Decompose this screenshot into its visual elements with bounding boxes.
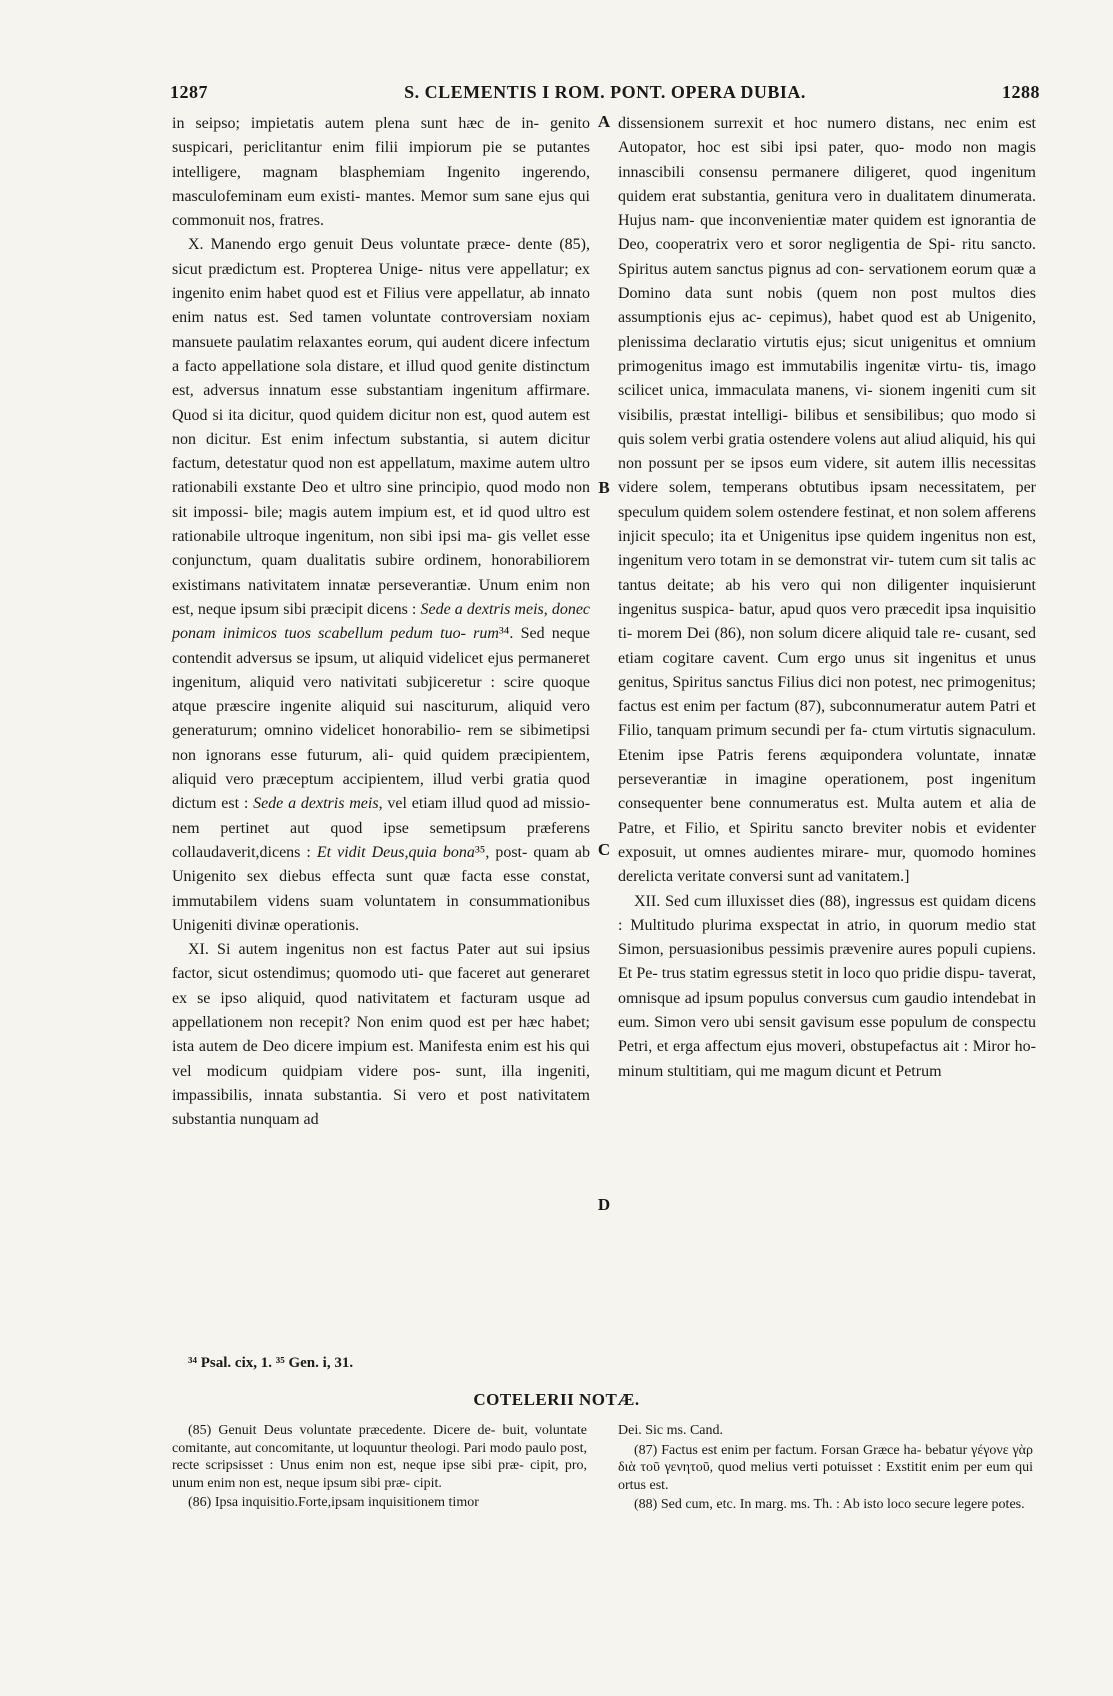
page-number-right: 1288 xyxy=(1002,82,1040,102)
scripture-quote: Et vidit Deus,quia bona xyxy=(316,843,475,861)
scripture-footnotes: ³⁴ Psal. cix, 1. ³⁵ Gen. i, 31. xyxy=(188,1355,354,1371)
paragraph xyxy=(172,233,590,938)
notes-title: COTELERII NOTÆ. xyxy=(473,1390,640,1409)
paragraph: in seipso; impietatis autem plena sunt hæc de in- genito suspicari, periclitantur enim filii impiorum pie se putantes intelligere, magnam blasphemiam Ingenito ingerendo, masculofeminam eum existi- mantes. Memor sum sane ejus qui commonuit nos, fratres. xyxy=(172,115,590,230)
text-span: ³⁴. Sed neque contendit adversus se ipsum, ut aliquid videlicet ejus permaneret ingenitum, aliquid vero nativitati subjiceretur : scire quoque atque præscire ingenite aliquid sui nasciturum, aliquid vero generaturum; omnino videlicet honorabilio- rem se sibimetipsi non ignorans esse futurum, ali- quid quidem præcipientem, aliquid vero præceptum accipientem, illud verbi gratia quod dictum est : xyxy=(172,625,591,813)
paragraph: XI. Si autem ingenitus non est factus Pater aut sui ipsius factor, sicut ostendimus; quomodo uti- que faceret aut generaret ex se ipso aliquid, quod nativitatem et facturam usque ad appellationem non recepit? Non enim quod est per hæc habet; ista autem de Deo dicere impium est. Manifesta enim est his qui vel modicum quidpiam videre pos- sunt, illa ingeniti, impassibilis, innata substantia. Si vero et post nativitatem substantia nunquam ad xyxy=(172,941,590,1129)
margin-marker-b: B xyxy=(598,478,610,497)
paragraph: dissensionem surrexit et hoc numero distans, nec enim est Autopator, hoc est sibi ipsi pater, quo- modo non magis innascibili consensu permanere diligeret, quod ingenitum quidem erat substantia, genitura vero in dualitatem dinumerata. Hujus nam- que inconvenientiæ mater quidem est ignorantia de Deo, cooperatrix vero et soror negligentia de Spi- ritu sancto. Spiritus autem sanctus pignus ad con- servationem eorum quæ a Domino data sunt nobis (quem non post multos dies assumptionis ejus ac- cepimus), habet quod est ab Unigenito, plenissima declaratio virtutis ejus; sicut unigenitus et omnium primogenitus imago est immutabilis ingenitæ virtu- tis, imago scilicet unica, immaculata manens, vi- sionem ingeniti cum sit visibilis, præstat intelligi- bilibus et sensibilibus; quo modo si quis solem verbi gratia ostendere volens aut aliud aliquid, his qui non possunt per se ipsos eum videre, sit autem illis necessitas videre solem, temperans obtutibus ipsam necessitatem, per speculum quidem solem ostendere festinat, et non solem afferens injicit speculo; ita et Unigenitus ipse quidem ingenitus non est, ingenitum vero totam in se demonstrat vir- tutem cum sit talis ac tantus deitate; ab his vero qui non diligenter inquisierunt ingenitus suspica- batur, apud quos vero præcedit ipsa inquisitio ti- morem Dei (86), non solum dicere aliquid tale re- cusant, sed etiam cogitare cavent. Cum ergo unus sit ingenitus et unus genitus, Spiritus sanctus Filius dici non potest, nec primogenitus; factus est enim per factum (87), subconnumeratur autem Patri et Filio, tanquam primum secundi per fa- ctum virtutis signaculum. Etenim ipse Patris ferens æquipondera voluntate, innatæ perseverantiæ in imagine operationem, post ingenitum consequenter bene connumeratus est. Multa autem et alia de Patre, et Filio, et Spiritu sancto breviter nobis et evidenter exposuit, ut omnes audientes mirare- mur, quomodo homines derelicta veritate conversi sunt ad vanitatem.] xyxy=(618,115,1036,886)
note: Dei. Sic ms. Cand. xyxy=(618,1423,723,1438)
note: (85) Genuit Deus voluntate præcedente. Dicere de- buit, voluntate comitante, aut concomitante, ut loquuntur theologi. Pari modo paulo post, recte scripsisset : Unus enim non est, neque ipse sibi præ- cipit, pro, unum enim non est, neque ipsum sibi præ- cipit. xyxy=(172,1423,587,1491)
note: (87) Factus est enim per factum. Forsan Græce ha- bebatur γέγονε γὰρ διὰ τοῦ γενητοῦ, quod melius verti potuisset : Exstitit enim per eum qui ortus est. xyxy=(618,1442,1033,1493)
note: (86) Ipsa inquisitio.Forte,ipsam inquisitionem timor xyxy=(188,1495,479,1510)
right-column xyxy=(618,112,1036,1084)
margin-marker-c: C xyxy=(597,840,611,859)
notes-left-column xyxy=(172,1422,587,1514)
text-span: X. Manendo ergo genuit Deus voluntate præce- dente (85), sicut prædictum est. Propterea Unige- nitus vere appellatur; ex ingenito enim habet quod est et Filius vere appellatur, ab innato enim natus est. Sed tamen voluntate controversiam noxiam mansuete paulatim relaxantes eorum, qui audent dicere infectum a facto appellatione sola distare, et illud quod genite distinctum est, adversus innatum esse substantiam ingenitum affirmare. Quod si ita dicitur, quod quidem dicitur non est, quod autem est non dicitur. Est enim infectum substantia, si autem dicitur factum, detestatur quod non est appellatum, maxime autem ultro rationabili exstante Deo et ultro sine principio, quod modo non sit impossi- bile; magis autem impium est, et id quod ultro est rationabile ultroque ingenitum, non sibi ipsi ma- gis vellet esse conjunctum, quam dualitatis subire ordinem, honorabiliorem existimans nativitatem innatæ perseverantiæ. Unum enim non est, neque ipsum sibi præcipit dicens : xyxy=(172,236,590,618)
running-title: S. CLEMENTIS I ROM. PONT. OPERA DUBIA. xyxy=(404,82,806,102)
margin-marker-a: A xyxy=(597,112,611,131)
scripture-quote: Sede a dextris meis xyxy=(253,795,379,813)
paragraph: XII. Sed cum illuxisset dies (88), ingressus est quidam dicens : Multitudo plurima exspectat in atrio, in quorum medio stat Simon, persuasionibus pessimis prævenire aures populi cupiens. Et Pe- trus statim egressus stetit in loco quo pridie dispu- taverat, omnisque ad ipsum populus conversus cum gaudio intendebat in eum. Simon vero ubi sensit gavisum esse populum de conspectu Petri, et erga affectum ejus moveri, obstupefactus ait : Miror ho- minum stultitiam, qui me magum dicunt et Petrum xyxy=(618,892,1036,1080)
left-column xyxy=(172,112,590,1132)
note: (88) Sed cum, etc. In marg. ms. Th. : Ab isto loco secure legere potes. xyxy=(634,1497,1025,1512)
notes-right-column xyxy=(618,1422,1033,1516)
scripture-quote: Sede a dextris meis, donec ponam inimicos tuos scabellum pedum tuo- rum xyxy=(172,600,591,643)
text-span: , vel etiam illud quod ad missio- nem pertinet aut quod ipse semetipsum præferens collaudaverit,dicens : xyxy=(172,795,591,861)
text-span: ³⁵, post- quam ab Unigenito sex diebus effecta sunt quæ facta esse constat, immutabilem videns suam voluntatem in consummationibus Unigeniti divinæ operationis. xyxy=(172,843,591,934)
page-number-left: 1287 xyxy=(170,82,208,102)
margin-marker-d: D xyxy=(597,1195,611,1214)
